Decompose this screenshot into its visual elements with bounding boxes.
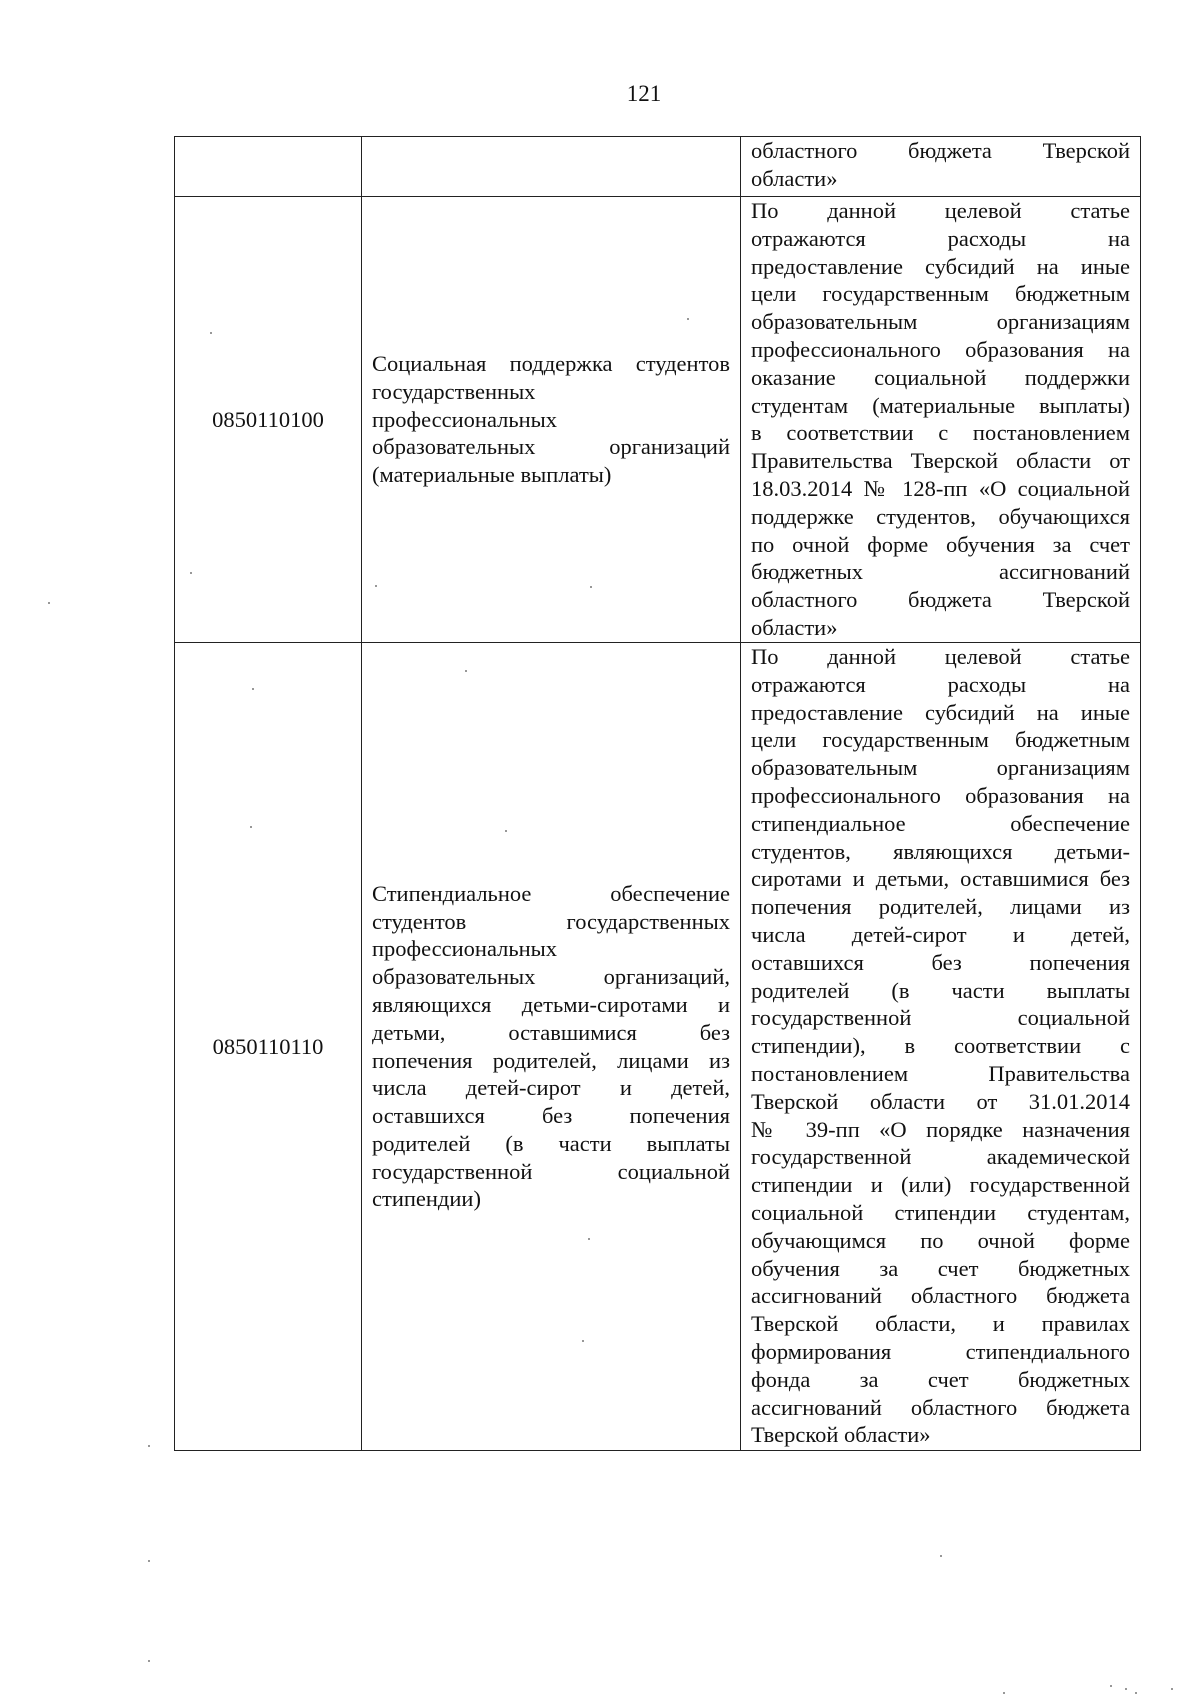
- code-cell: [175, 137, 362, 197]
- description-cell: [741, 197, 1141, 643]
- text-line: государственной социальной: [751, 1005, 1130, 1031]
- text-line: обучения за счет бюджетных: [751, 1255, 1130, 1281]
- table-row: [175, 137, 1141, 197]
- text-line: формирования стипендиального: [751, 1338, 1130, 1364]
- text-line: предоставление субсидий на иные: [751, 699, 1130, 725]
- text-line: попечения родителей, лицами из: [372, 1047, 730, 1073]
- table-row: [175, 197, 1141, 643]
- text-line: отражаются расходы на: [751, 225, 1130, 251]
- text-line: профессионального образования на: [751, 336, 1130, 362]
- text-line: 18.03.2014 № 128-пп «О социальной: [751, 475, 1130, 501]
- text-line: Стипендиальное обеспечение: [372, 880, 730, 906]
- description-cell: [741, 643, 1141, 1451]
- text-line: государственной социальной: [372, 1158, 730, 1184]
- text-line: № 39-пп «О порядке назначения: [751, 1116, 1130, 1142]
- text-line: студентов, являющихся детьми-: [751, 838, 1130, 864]
- description-cell: [741, 137, 1141, 197]
- text-line: попечения родителей, лицами из: [751, 894, 1130, 920]
- text-line: студентов государственных: [372, 908, 730, 934]
- code-cell: 0850110100: [175, 197, 362, 643]
- text-line: По данной целевой статье: [751, 644, 1130, 669]
- page-number: 121: [626, 81, 662, 106]
- text-line: образовательным организациям: [751, 309, 1130, 335]
- text-line: Тверской области от 31.01.2014: [751, 1088, 1130, 1114]
- text-line: бюджетных ассигнований: [751, 559, 1130, 585]
- text-line: Тверской области, и правилах: [751, 1311, 1130, 1337]
- name-cell: [362, 137, 741, 197]
- table-row: [175, 643, 1141, 1451]
- text-line: студентам (материальные выплаты): [751, 392, 1130, 418]
- text-line: государственных: [372, 378, 536, 404]
- text-line: (материальные выплаты): [372, 462, 612, 488]
- text-line: предоставление субсидий на иные: [751, 253, 1130, 279]
- text-line: в соответствии с постановлением: [751, 420, 1130, 446]
- text-line: социальной стипендии студентам,: [751, 1199, 1130, 1225]
- budget-classification-table: [174, 136, 1141, 1451]
- text-line: числа детей-сирот и детей,: [372, 1075, 730, 1101]
- text-line: сиротами и детьми, оставшимися без: [751, 866, 1130, 892]
- text-line: отражаются расходы на: [751, 671, 1130, 697]
- text-line: оказание социальной поддержки: [751, 364, 1130, 390]
- text-line: цели государственным бюджетным: [751, 727, 1130, 753]
- text-line: По данной целевой статье: [751, 198, 1130, 223]
- text-line: профессионального образования на: [751, 782, 1130, 808]
- text-line: областного бюджета Тверской: [751, 138, 1130, 163]
- text-line: цели государственным бюджетным: [751, 281, 1130, 307]
- text-line: стипендии), в соответствии с: [751, 1033, 1130, 1059]
- text-line: ассигнований областного бюджета: [751, 1394, 1130, 1420]
- text-line: обучающимся по очной форме: [751, 1227, 1130, 1253]
- text-line: государственной академической: [751, 1144, 1130, 1170]
- text-line: детьми, оставшимися без: [372, 1019, 730, 1045]
- text-line: образовательных организаций: [372, 434, 730, 460]
- text-line: Правительства Тверской области от: [751, 448, 1130, 474]
- text-line: родителей (в части выплаты: [372, 1130, 730, 1156]
- name-cell: [362, 643, 741, 1451]
- text-line: поддержке студентов, обучающихся: [751, 503, 1130, 529]
- text-line: фонда за счет бюджетных: [751, 1366, 1130, 1392]
- text-line: Тверской области»: [751, 1422, 931, 1448]
- text-line: являющихся детьми-сиротами и: [372, 991, 730, 1017]
- text-line: профессиональных: [372, 936, 558, 962]
- text-line: областного бюджета Тверской: [751, 587, 1130, 613]
- text-line: Социальная поддержка студентов: [372, 351, 730, 376]
- code-cell: 0850110110: [175, 643, 362, 1451]
- text-line: оставшихся без попечения: [751, 949, 1130, 975]
- text-line: профессиональных: [372, 406, 558, 432]
- text-line: стипендии): [372, 1186, 481, 1212]
- text-line: оставшихся без попечения: [372, 1103, 730, 1129]
- text-line: стипендии и (или) государственной: [751, 1172, 1130, 1198]
- text-line: области»: [751, 165, 838, 191]
- text-line: по очной форме обучения за счет: [751, 531, 1130, 557]
- text-line: ассигнований областного бюджета: [751, 1283, 1130, 1309]
- text-line: образовательным организациям: [751, 755, 1130, 781]
- text-line: образовательных организаций,: [372, 964, 730, 990]
- name-cell: [362, 197, 741, 643]
- text-line: родителей (в части выплаты: [751, 977, 1130, 1003]
- text-line: стипендиальное обеспечение: [751, 810, 1130, 836]
- text-line: числа детей-сирот и детей,: [751, 921, 1130, 947]
- text-line: области»: [751, 614, 838, 640]
- text-line: постановлением Правительства: [751, 1060, 1130, 1086]
